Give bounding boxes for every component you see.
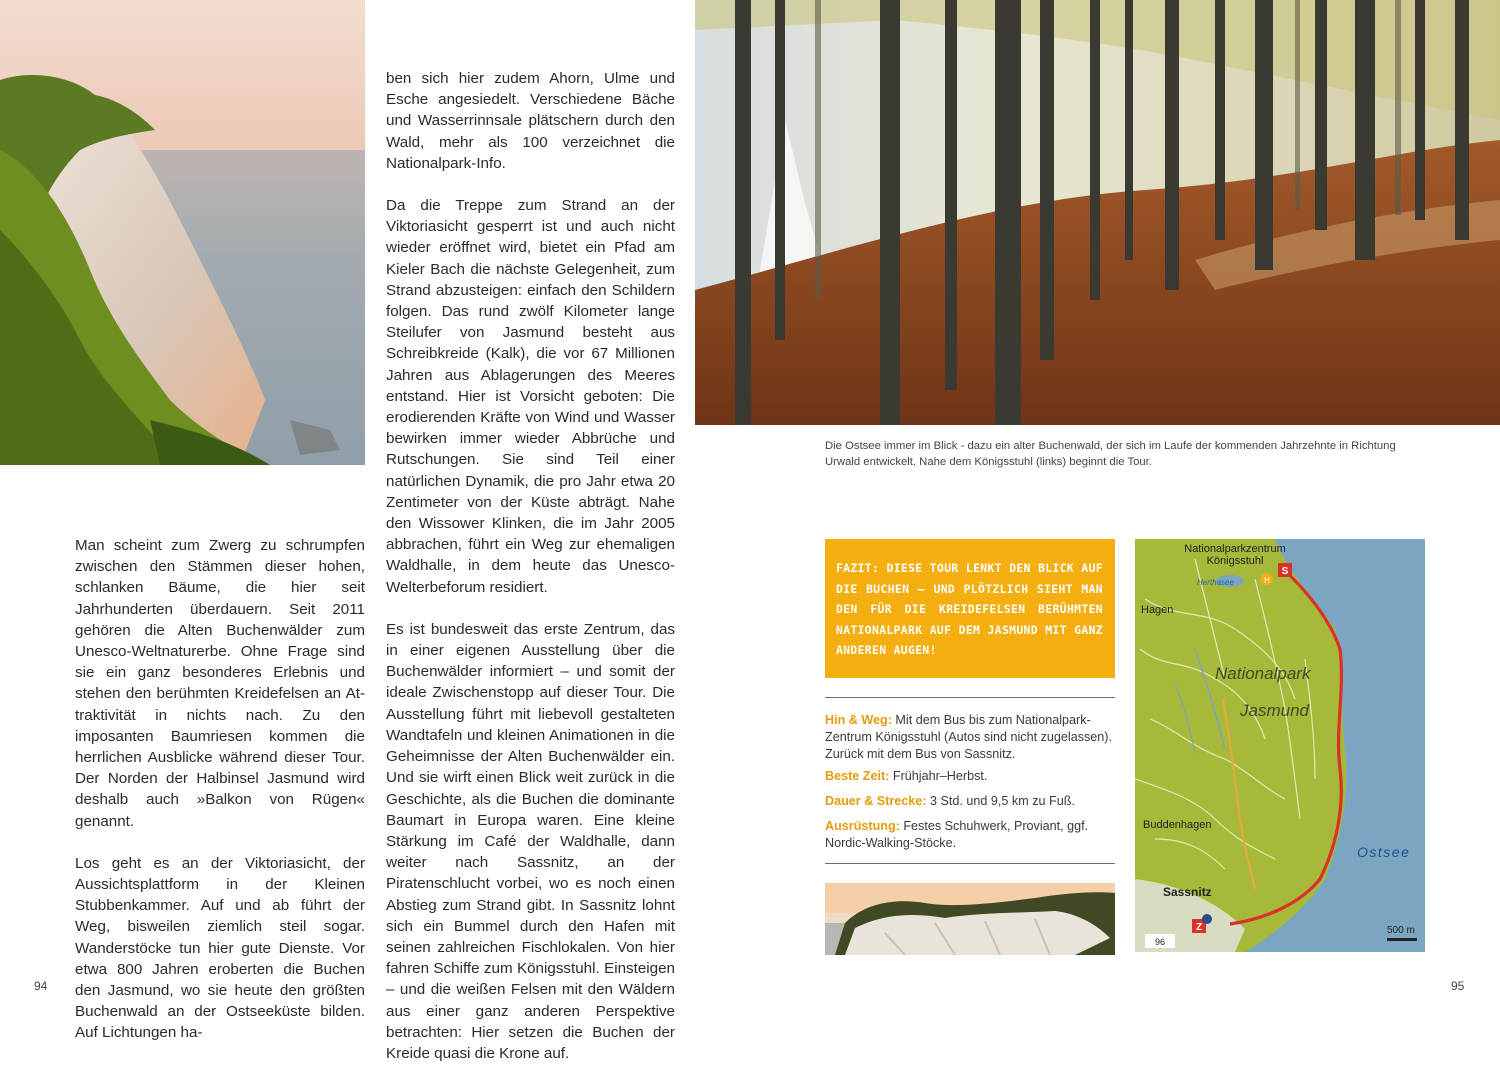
divider-top — [825, 697, 1115, 698]
map-label-center: Nationalparkzentrum — [1184, 543, 1286, 555]
route-map — [1135, 539, 1425, 952]
col2-paragraph: Da die Treppe zum Strand an der Viktoriasicht gesperrt ist und auch nicht wieder eröffnet wird, bietet ein Pfad am Kieler Bach die nächste Gelegenheit, zum Strand abzusteigen: einfach den Schildern folgen. Das rund zwölf Kilometer lange Steilufer von Jasmund besteht aus Schreibkreide (Kalk), die vor 67 Millionen Jahren aus Ablagerungen des Meeres entstand. Hier ist Vorsicht geboten: Die erodierenden Kräfte von Wind und Wasser bewirken immer wieder Abbrüche und Rutschungen. Sie sind Teil einer natürlichen Dynamik, die pro Jahr etwa 20 Zentimeter von der Küste abträgt. Nahe den Wissower Klinken, die im Jahr 2005 abbrachen, führt ein Weg zur ehemaligen Waldhalle, in dem heute das Unesco-Welterbeforum residiert. — [386, 197, 675, 596]
col1-paragraph: Los geht es an der Viktoriasicht, der Aussichtsplattform in der Kleinen Stubbenkammer. Auf und ab führt der Weg, bisweilen ziemlich steil sogar. Wanderstöcke tun hier gute Dienste. Vor etwa 800 Jahren eroberten die Buchen den Jasmund, wo sie heute den größten Buchenwald an der Ostseeküste bilden. Auf Lichtungen ha- — [75, 854, 365, 1042]
info-key: Ausrüstung: — [825, 819, 900, 833]
info-beste-zeit — [825, 768, 1115, 785]
col1-paragraph: Man scheint zum Zwerg zu schrumpfen zwischen den Stämmen dieser hohen, schlanken Bäume, die hier seit Jahrhunderten überdauern. Seit 2011 gehören die Alten Buchenwälder zum Unesco-Weltnaturerbe. Ohne Frage sind sie ein ganz besonderes Erlebnis und stehen den berühmten Kreidefelsen an Attraktivität in nichts nach. Zu den imposanten Baumriesen kommen die herrlichen Ausblicke während dieser Tour. Der Norden der Halbinsel Jasmund wird deshalb auch »Balkon von Rügen« genannt. — [75, 537, 365, 830]
cliff-sunset-photo — [0, 0, 365, 465]
bus-icon: H — [1264, 576, 1270, 585]
fazit-box: FAZIT: DIESE TOUR LENKT DEN BLICK AUF DIE BUCHEN – UND PLÖTZLICH SIEHT MAN DEN FÜR DIE KREIDEFELSEN BERÜHMTEN NATIONALPARK AUF DEM JASMUND MIT GANZ ANDEREN AUGEN! — [825, 539, 1115, 678]
map-scale-label: 500 m — [1387, 925, 1415, 936]
divider-bottom — [825, 863, 1115, 864]
text-column-1 — [75, 535, 365, 1065]
beech-forest-photo — [695, 0, 1500, 425]
map-label-sassnitz: Sassnitz — [1163, 885, 1212, 899]
road-label: 96 — [1154, 937, 1166, 947]
photo-caption: Die Ostsee immer im Blick - dazu ein alter Buchenwald, der sich im Laufe der kommenden Jahrzehnte in Richtung Urwald entwickelt. Nahe dem Königsstuhl (links) beginnt die Tour. — [825, 440, 1396, 468]
text-column-2 — [386, 68, 675, 1085]
info-key: Hin & Weg: — [825, 713, 892, 727]
map-label-buddenhagen: Buddenhagen — [1143, 819, 1212, 831]
col2-paragraph: Es ist bundesweit das erste Zentrum, das in einer eigenen Ausstellung über die Buchenwälder informiert – und somit der ideale Zwischenstopp auf dieser Tour. Die Ausstellung führt mit liebevoll gestalteten Wandtafeln und kleinen Animationen in die Geheimnisse der Alten Buchenwälder ein. Und sie wirft einen Blick weit zurück in die Geschichte, als die Buchen die dominante Baumart in Europa waren. Eine kleine Stärkung im Café der Waldhalle, dann weiter nach Sassnitz, an der Piratenschlucht vorbei, wo es noch einen Abstieg zum Strand gibt. In Sassnitz lohnt sich ein Bummel durch den Hafen mit seinen zahlreichen Fischlokalen. Von hier fahren Schiffe zum Königsstuhl. Einsteigen – und die weißen Felsen mit den Wäldern aus einer ganz anderen Perspektive betrachten: Hier setzen die Buchen der Kreide quasi die Krone auf. — [386, 620, 675, 1062]
info-key: Dauer & Strecke: — [825, 794, 927, 808]
map-label-hagen: Hagen — [1141, 604, 1174, 616]
end-label: Z — [1195, 922, 1203, 933]
info-value: Festes Schuhwerk, Proviant, ggf. Nordic-Walking-Stöcke. — [825, 819, 1089, 850]
map-svg — [1135, 539, 1425, 952]
map-label-park: Nationalpark — [1215, 664, 1311, 683]
page-number-left: 94 — [34, 979, 48, 993]
info-key: Beste Zeit: — [825, 769, 890, 783]
info-value: Frühjahr–Herbst. — [889, 769, 988, 783]
start-label: S — [1281, 566, 1289, 577]
info-dauer-strecke — [825, 793, 1115, 810]
map-label-ostsee: Ostsee — [1357, 844, 1411, 860]
col2-paragraph: ben sich hier zudem Ahorn, Ulme und Esche angesiedelt. Verschiedene Bäche und Wasserrinnsale plätschern durch den Wald, mehr als 100 verzeichnet die Nationalpark-Info. — [386, 70, 675, 172]
map-label-jasmund: Jasmund — [1240, 701, 1309, 720]
page-number-right: 95 — [1451, 979, 1465, 993]
info-value: Mit dem Bus bis zum Nationalpark-Zentrum Königsstuhl (Autos sind nicht zugelassen). Zurück mit dem Bus von Sassnitz. — [825, 713, 1112, 761]
info-hin-weg — [825, 712, 1115, 763]
info-value: 3 Std. und 9,5 km zu Fuß. — [926, 794, 1075, 808]
map-scale-bar — [1387, 938, 1417, 941]
info-ausruestung — [825, 818, 1115, 852]
chalk-cliffs-photo — [825, 883, 1115, 955]
map-label-koenigsstuhl: Königsstuhl — [1206, 555, 1264, 567]
map-label-lake: Herthasee — [1197, 578, 1234, 587]
